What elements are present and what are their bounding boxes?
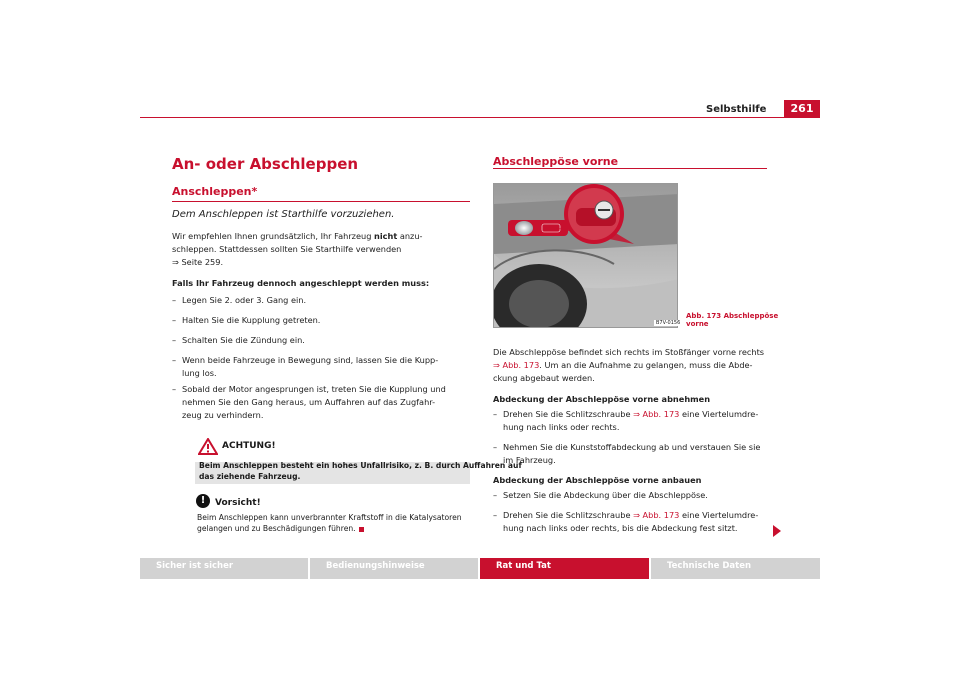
- warning-title: ACHTUNG!: [222, 441, 276, 451]
- figure-link[interactable]: ⇒ Abb. 173: [633, 409, 680, 419]
- section-title: Selbsthilfe: [706, 104, 767, 115]
- figure-caption: Abb. 173 Abschleppöse vorne: [686, 312, 779, 328]
- paragraph-line: schleppen. Stattdessen sollten Sie Starthilfe verwenden: [172, 244, 402, 254]
- header-divider: [140, 117, 820, 118]
- page-reference-link[interactable]: ⇒ Seite 259.: [172, 257, 224, 267]
- list-item-continued: lung los.: [182, 368, 217, 378]
- list-item: – Legen Sie 2. oder 3. Gang ein.: [172, 295, 307, 305]
- caution-title: Vorsicht!: [215, 498, 261, 508]
- bumper-illustration: [494, 184, 678, 328]
- footer-tab-rat-und-tat[interactable]: Rat und Tat: [480, 558, 649, 579]
- list-item: – Nehmen Sie die Kunststoffabdeckung ab und verstauen Sie sie: [493, 442, 761, 452]
- figure-code: B7V-0156: [656, 320, 681, 326]
- sub-heading-rule: [172, 201, 470, 202]
- page-number: 261: [784, 100, 820, 118]
- list-item: – Drehen Sie die Schlitzschraube ⇒ Abb. 173 eine Viertelumdre-: [493, 510, 759, 520]
- warning-text: Beim Anschleppen besteht ein hohes Unfallrisiko, z. B. durch Auffahren auf das ziehende Fahrzeug.: [199, 461, 522, 481]
- list-item: – Wenn beide Fahrzeuge in Bewegung sind, lassen Sie die Kupp-: [172, 355, 439, 365]
- list-item: – Setzen Sie die Abdeckung über die Abschleppöse.: [493, 490, 708, 500]
- sub-heading: Anschleppen*: [172, 185, 258, 198]
- list-item: – Schalten Sie die Zündung ein.: [172, 335, 305, 345]
- paragraph-line: ⇒ Abb. 173. Um an die Aufnahme zu gelangen, muss die Abde-: [493, 360, 753, 370]
- paragraph-line: ckung abgebaut werden.: [493, 373, 595, 383]
- footer-tab-sicher[interactable]: Sicher ist sicher: [140, 558, 308, 579]
- right-heading: Abschleppöse vorne: [493, 155, 619, 168]
- list-item-continued: hung nach links oder rechts, bis die Abdeckung fest sitzt.: [503, 523, 738, 533]
- figure-tow-eye: [493, 183, 678, 328]
- list-item-continued: nehmen Sie den Gang heraus, um Auffahren auf das Zugfahr-: [182, 397, 436, 407]
- sub-heading-remove: Abdeckung der Abschleppöse vorne abnehmen: [493, 394, 711, 404]
- caution-icon: !: [196, 494, 210, 508]
- list-heading: Falls Ihr Fahrzeug dennoch angeschleppt werden muss:: [172, 278, 430, 288]
- list-item-continued: hung nach links oder rechts.: [503, 422, 620, 432]
- sub-heading-attach: Abdeckung der Abschleppöse vorne anbauen: [493, 475, 702, 485]
- list-item-continued: im Fahrzeug.: [503, 455, 556, 465]
- footer-tab-bedienung[interactable]: Bedienungshinweise: [310, 558, 478, 579]
- next-page-arrow-icon[interactable]: [773, 525, 781, 537]
- right-heading-rule: [493, 168, 767, 169]
- intro-text: Dem Anschleppen ist Starthilfe vorzuziehen.: [172, 209, 395, 220]
- warning-triangle-icon: [198, 438, 218, 455]
- section-end-icon: [359, 527, 364, 532]
- footer-tab-technische-daten[interactable]: Technische Daten: [651, 558, 820, 579]
- paragraph-line: Die Abschleppöse befindet sich rechts im Stoßfänger vorne rechts: [493, 347, 765, 357]
- figure-link[interactable]: ⇒ Abb. 173: [633, 510, 680, 520]
- list-item: – Halten Sie die Kupplung getreten.: [172, 315, 321, 325]
- paragraph-line: Wir empfehlen Ihnen grundsätzlich, Ihr Fahrzeug nicht anzu-: [172, 231, 423, 241]
- caution-text: Beim Anschleppen kann unverbrannter Kraftstoff in die Katalysatoren gelangen und zu Beschädigungen führen.: [197, 513, 462, 533]
- list-item: – Sobald der Motor angesprungen ist, treten Sie die Kupplung und: [172, 384, 446, 394]
- figure-link[interactable]: ⇒ Abb. 173: [493, 360, 540, 370]
- list-item-continued: zeug zu verhindern.: [182, 410, 264, 420]
- main-heading: An- oder Abschleppen: [172, 155, 359, 173]
- list-item: – Drehen Sie die Schlitzschraube ⇒ Abb. 173 eine Viertelumdre-: [493, 409, 759, 419]
